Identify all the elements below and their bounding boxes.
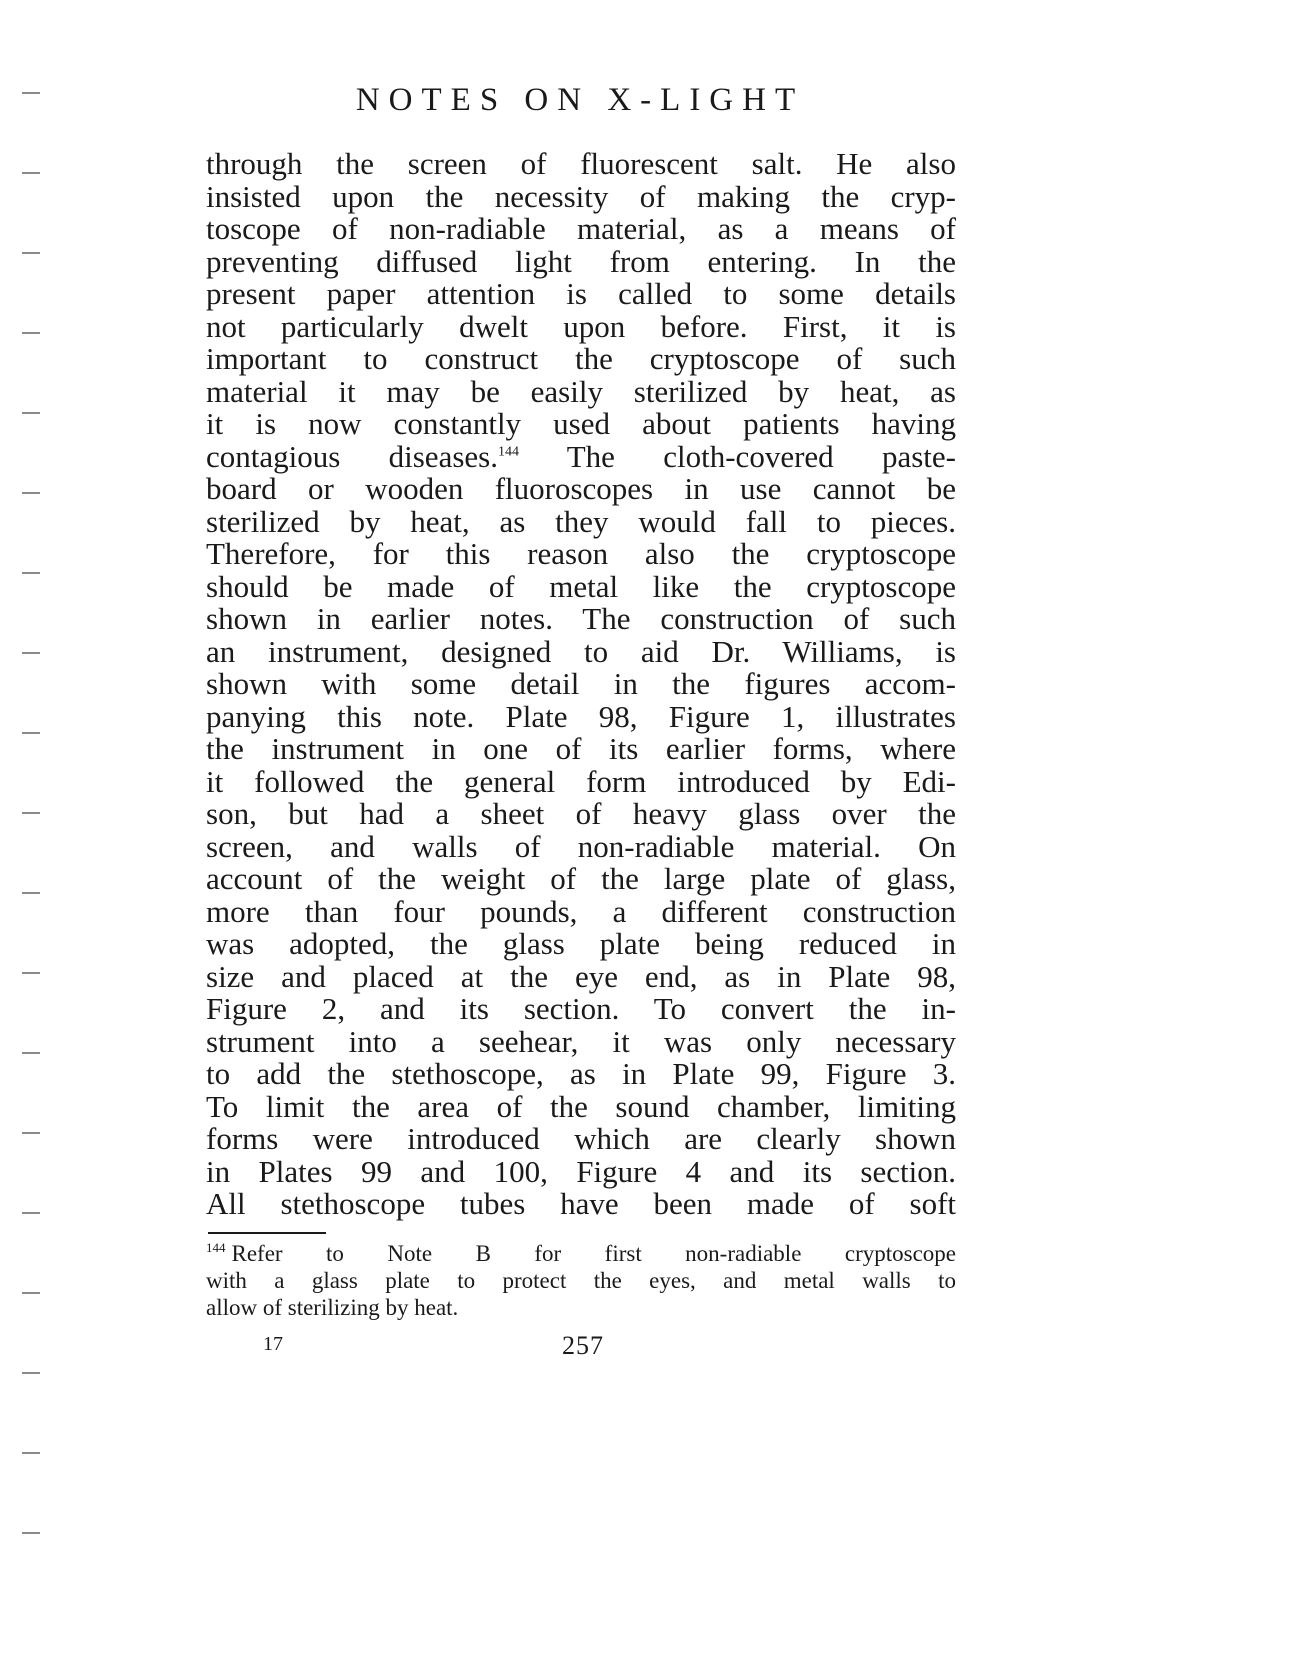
margin-tick [22, 732, 40, 734]
body-line: more than four pounds, a different construction [206, 893, 956, 929]
footnote-number: 144 [206, 1240, 226, 1256]
body-line-with-footnote-ref [206, 438, 956, 474]
body-line: account of the weight of the large plate of glass, [206, 861, 956, 896]
body-text [206, 148, 956, 1221]
margin-ticks [22, 0, 42, 1660]
body-line: should be made of metal like the cryptoscope [206, 568, 956, 604]
body-line: sterilized by heat, as they would fall to pieces. [206, 503, 956, 539]
body-line: toscope of non-radiable material, as a means of [206, 211, 956, 246]
margin-tick [22, 92, 40, 94]
body-line: the instrument in one of its earlier forms, where [206, 731, 956, 766]
margin-tick [22, 972, 40, 974]
footnote-reference[interactable]: 144 [497, 444, 519, 460]
body-line: shown with some detail in the figures accom- [206, 666, 956, 701]
margin-tick [22, 1292, 40, 1294]
margin-tick [22, 1452, 40, 1454]
footnote [206, 1240, 956, 1321]
body-line: son, but had a sheet of heavy glass over the [206, 796, 956, 831]
body-line: Therefore, for this reason also the cryptoscope [206, 536, 956, 571]
margin-tick [22, 252, 40, 254]
body-line: it is now constantly used about patients having [206, 406, 956, 441]
page-number: 257 [562, 1331, 604, 1360]
margin-tick [22, 1052, 40, 1054]
body-line: material it may be easily sterilized by heat, as [206, 373, 956, 409]
margin-tick [22, 1532, 40, 1534]
body-line: to add the stethoscope, as in Plate 99, Figure 3. [206, 1056, 956, 1091]
footnote-rule [208, 1232, 326, 1234]
body-line: not particularly dwelt upon before. First, it is [206, 308, 956, 344]
footnote-text: Refer to Note B for first non-radiable cryptoscope [231, 1241, 956, 1266]
running-head: NOTES ON X-LIGHT [355, 82, 805, 118]
margin-tick [22, 892, 40, 894]
margin-tick [22, 572, 40, 574]
body-line: it followed the general form introduced by Edi- [206, 763, 956, 799]
body-line: board or wooden fluoroscopes in use cannot be [206, 471, 956, 506]
margin-tick [22, 1372, 40, 1374]
body-line-head: contagious diseases. [206, 438, 498, 474]
body-line: All stethoscope tubes have been made of soft [206, 1186, 956, 1221]
margin-tick [22, 332, 40, 334]
body-line: preventing diffused light from entering. In the [206, 243, 956, 279]
body-line: insisted upon the necessity of making the cryp- [206, 178, 956, 214]
footnote-line [206, 1240, 956, 1267]
body-line: an instrument, designed to aid Dr. Williams, is [206, 633, 956, 669]
body-line: in Plates 99 and 100, Figure 4 and its section. [206, 1153, 956, 1189]
body-line: through the screen of fluorescent salt. He also [206, 146, 956, 181]
body-line: screen, and walls of non-radiable material. On [206, 828, 956, 864]
margin-tick [22, 1132, 40, 1134]
body-line: To limit the area of the sound chamber, limiting [206, 1088, 956, 1124]
body-line: strument into a seehear, it was only necessary [206, 1023, 956, 1059]
body-line: panying this note. Plate 98, Figure 1, illustrates [206, 698, 956, 734]
body-line-tail: The cloth-covered paste- [566, 438, 956, 474]
margin-tick [22, 652, 40, 654]
footnote-line: allow of sterilizing by heat. [206, 1295, 459, 1320]
margin-tick [22, 172, 40, 174]
margin-tick [22, 492, 40, 494]
margin-tick [22, 812, 40, 814]
margin-tick [22, 412, 40, 414]
body-line: Figure 2, and its section. To convert the in- [206, 991, 956, 1026]
body-line: size and placed at the eye end, as in Plate 98, [206, 958, 956, 994]
body-line: important to construct the cryptoscope of such [206, 341, 956, 376]
body-line: present paper attention is called to some details [206, 276, 956, 311]
margin-tick [22, 1212, 40, 1214]
body-line: forms were introduced which are clearly shown [206, 1121, 956, 1156]
signature-mark: 17 [263, 1333, 283, 1355]
body-line: was adopted, the glass plate being reduced in [206, 926, 956, 961]
body-line: shown in earlier notes. The construction of such [206, 601, 956, 636]
footnote-line: with a glass plate to protect the eyes, and metal walls to [206, 1268, 956, 1293]
